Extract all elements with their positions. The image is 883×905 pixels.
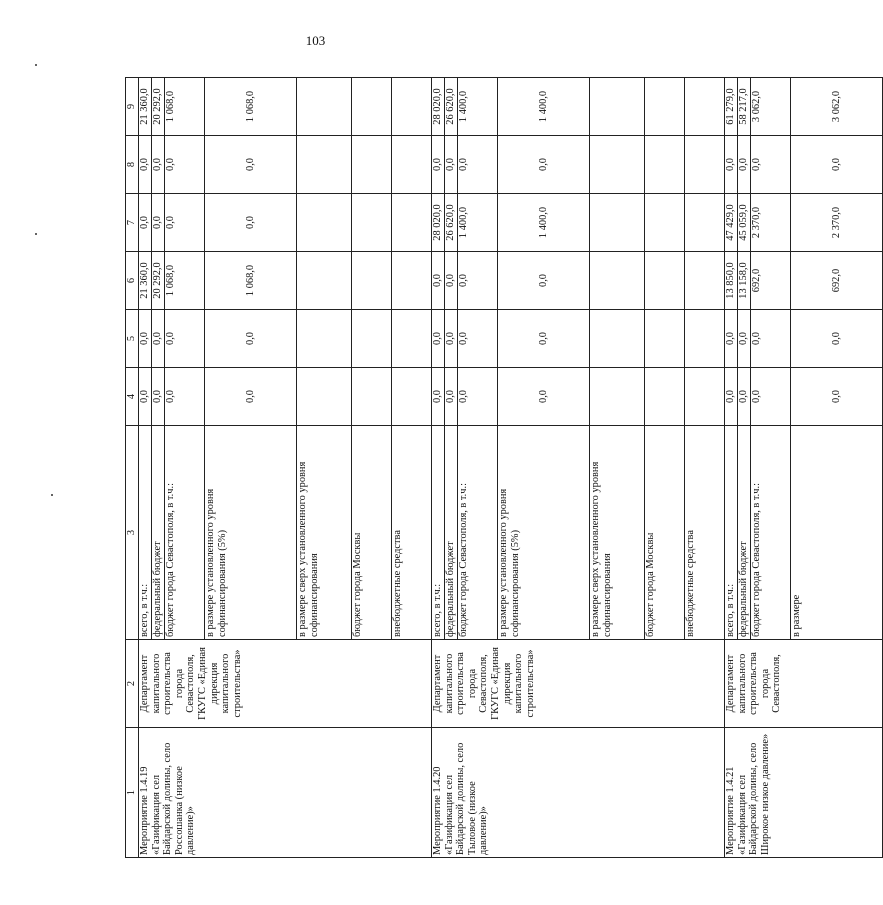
funding-source-cell: бюджет города Москвы bbox=[645, 426, 685, 640]
value-cell bbox=[352, 310, 392, 368]
value-cell: 13 158,0 bbox=[738, 252, 751, 310]
value-cell bbox=[392, 310, 432, 368]
value-cell: 0,0 bbox=[791, 310, 883, 368]
value-cell bbox=[590, 310, 645, 368]
value-cell: 0,0 bbox=[445, 252, 458, 310]
value-cell: 0,0 bbox=[165, 136, 205, 194]
funding-source-cell: внебюджетные средства bbox=[392, 426, 432, 640]
value-cell: 0,0 bbox=[725, 310, 738, 368]
value-cell: 1 400,0 bbox=[458, 194, 498, 252]
value-cell bbox=[645, 368, 685, 426]
scan-speck bbox=[35, 64, 37, 66]
value-cell: 0,0 bbox=[791, 136, 883, 194]
value-cell bbox=[392, 194, 432, 252]
value-cell bbox=[297, 252, 352, 310]
value-cell bbox=[392, 78, 432, 136]
budget-table bbox=[125, 77, 883, 858]
value-cell bbox=[392, 252, 432, 310]
value-cell: 47 429,0 bbox=[725, 194, 738, 252]
value-cell bbox=[685, 78, 725, 136]
value-cell: 0,0 bbox=[152, 194, 165, 252]
value-cell: 0,0 bbox=[432, 310, 445, 368]
value-cell: 0,0 bbox=[205, 368, 297, 426]
funding-source-cell: в размере установленного уровня софинансирования (5%) bbox=[498, 426, 590, 640]
table-row bbox=[139, 78, 152, 858]
funding-source-cell: в размере сверх установленного уровня софинансирования bbox=[590, 426, 645, 640]
value-cell: 1 068,0 bbox=[165, 78, 205, 136]
value-cell: 0,0 bbox=[152, 136, 165, 194]
event-name-cell: Мероприятие 1.4.21 «Газификация сел Байдарской долины, село Широкое низкое давление» bbox=[725, 728, 883, 858]
value-cell: 0,0 bbox=[458, 310, 498, 368]
value-cell: 28 020,0 bbox=[432, 194, 445, 252]
value-cell: 0,0 bbox=[458, 252, 498, 310]
funding-source-cell: федеральный бюджет bbox=[445, 426, 458, 640]
value-cell: 0,0 bbox=[445, 310, 458, 368]
value-cell: 0,0 bbox=[432, 368, 445, 426]
value-cell: 0,0 bbox=[165, 194, 205, 252]
value-cell: 1 068,0 bbox=[205, 252, 297, 310]
funding-source-cell: всего, в т.ч.: bbox=[139, 426, 152, 640]
column-header: 7 bbox=[126, 194, 139, 252]
value-cell: 61 279,0 bbox=[725, 78, 738, 136]
value-cell: 692,0 bbox=[751, 252, 791, 310]
value-cell: 0,0 bbox=[139, 368, 152, 426]
column-header: 9 bbox=[126, 78, 139, 136]
column-header: 2 bbox=[126, 640, 139, 728]
event-name-cell: Мероприятие 1.4.20 «Газификация сел Байдарской долины, село Тыловое (низкое давление)» bbox=[432, 728, 725, 858]
value-cell bbox=[352, 78, 392, 136]
page-number: 103 bbox=[305, 33, 326, 48]
value-cell bbox=[590, 368, 645, 426]
value-cell bbox=[297, 136, 352, 194]
value-cell: 1 068,0 bbox=[165, 252, 205, 310]
value-cell bbox=[685, 368, 725, 426]
value-cell: 0,0 bbox=[205, 310, 297, 368]
event-name-cell: Мероприятие 1.4.19 «Газификация сел Байдарской долины, село Россошанка (низкое давление)» bbox=[139, 728, 432, 858]
value-cell: 0,0 bbox=[498, 136, 590, 194]
scan-speck bbox=[35, 233, 37, 235]
value-cell bbox=[590, 194, 645, 252]
value-cell: 21 360,0 bbox=[139, 78, 152, 136]
value-cell: 0,0 bbox=[725, 368, 738, 426]
funding-source-cell: бюджет города Москвы bbox=[352, 426, 392, 640]
column-header: 8 bbox=[126, 136, 139, 194]
value-cell: 0,0 bbox=[751, 136, 791, 194]
value-cell: 1 400,0 bbox=[498, 78, 590, 136]
funding-source-cell: бюджет города Севастополя, в т.ч.: bbox=[165, 426, 205, 640]
value-cell bbox=[297, 78, 352, 136]
value-cell bbox=[297, 194, 352, 252]
funding-source-cell: внебюджетные средства bbox=[685, 426, 725, 640]
value-cell bbox=[645, 136, 685, 194]
value-cell: 0,0 bbox=[139, 136, 152, 194]
value-cell bbox=[645, 78, 685, 136]
value-cell: 0,0 bbox=[445, 136, 458, 194]
value-cell: 1 068,0 bbox=[205, 78, 297, 136]
value-cell bbox=[590, 136, 645, 194]
column-header: 1 bbox=[126, 728, 139, 858]
scan-speck bbox=[51, 494, 53, 496]
column-header: 4 bbox=[126, 368, 139, 426]
value-cell bbox=[645, 194, 685, 252]
value-cell: 0,0 bbox=[205, 136, 297, 194]
executor-cell: Департамент капитального строительства города Севастополя, ГКУГС «Единая дирекция капитального строительства» bbox=[432, 640, 725, 728]
column-header: 3 bbox=[126, 426, 139, 640]
value-cell: 2 370,0 bbox=[751, 194, 791, 252]
value-cell: 13 850,0 bbox=[725, 252, 738, 310]
value-cell bbox=[645, 252, 685, 310]
funding-source-cell: федеральный бюджет bbox=[738, 426, 751, 640]
rotated-table-wrapper bbox=[125, 78, 842, 858]
value-cell: 0,0 bbox=[751, 368, 791, 426]
value-cell: 0,0 bbox=[205, 194, 297, 252]
value-cell: 0,0 bbox=[139, 310, 152, 368]
value-cell: 1 400,0 bbox=[498, 194, 590, 252]
value-cell bbox=[352, 136, 392, 194]
value-cell: 0,0 bbox=[738, 136, 751, 194]
value-cell: 692,0 bbox=[791, 252, 883, 310]
value-cell: 0,0 bbox=[432, 136, 445, 194]
value-cell: 0,0 bbox=[725, 136, 738, 194]
header-row bbox=[126, 78, 139, 858]
value-cell bbox=[685, 136, 725, 194]
value-cell bbox=[685, 194, 725, 252]
value-cell: 20 292,0 bbox=[152, 78, 165, 136]
value-cell: 0,0 bbox=[165, 310, 205, 368]
funding-source-cell: в размере сверх установленного уровня софинансирования bbox=[297, 426, 352, 640]
value-cell: 0,0 bbox=[458, 136, 498, 194]
value-cell: 0,0 bbox=[445, 368, 458, 426]
value-cell: 0,0 bbox=[165, 368, 205, 426]
value-cell: 0,0 bbox=[152, 368, 165, 426]
value-cell bbox=[590, 78, 645, 136]
value-cell: 1 400,0 bbox=[458, 78, 498, 136]
value-cell bbox=[297, 368, 352, 426]
executor-cell: Департамент капитального строительства города Севастополя, bbox=[725, 640, 883, 728]
value-cell: 3 062,0 bbox=[751, 78, 791, 136]
value-cell: 0,0 bbox=[152, 310, 165, 368]
value-cell: 2 370,0 bbox=[791, 194, 883, 252]
column-header: 6 bbox=[126, 252, 139, 310]
value-cell bbox=[392, 368, 432, 426]
value-cell: 3 062,0 bbox=[791, 78, 883, 136]
value-cell: 0,0 bbox=[498, 310, 590, 368]
value-cell bbox=[352, 194, 392, 252]
value-cell bbox=[590, 252, 645, 310]
value-cell: 0,0 bbox=[498, 368, 590, 426]
value-cell bbox=[297, 310, 352, 368]
table-body bbox=[139, 78, 883, 858]
value-cell: 28 020,0 bbox=[432, 78, 445, 136]
table-row bbox=[432, 78, 445, 858]
funding-source-cell: в размере установленного уровня софинансирования (5%) bbox=[205, 426, 297, 640]
value-cell: 0,0 bbox=[738, 368, 751, 426]
funding-source-cell: федеральный бюджет bbox=[152, 426, 165, 640]
funding-source-cell: бюджет города Севастополя, в т.ч.: bbox=[458, 426, 498, 640]
value-cell: 0,0 bbox=[432, 252, 445, 310]
funding-source-cell: бюджет города Севастополя, в т.ч.: bbox=[751, 426, 791, 640]
funding-source-cell: всего, в т.ч.: bbox=[725, 426, 738, 640]
value-cell: 0,0 bbox=[498, 252, 590, 310]
value-cell bbox=[685, 252, 725, 310]
table-row bbox=[725, 78, 738, 858]
value-cell: 0,0 bbox=[751, 310, 791, 368]
value-cell: 0,0 bbox=[738, 310, 751, 368]
value-cell: 20 292,0 bbox=[152, 252, 165, 310]
value-cell: 0,0 bbox=[791, 368, 883, 426]
value-cell: 26 620,0 bbox=[445, 78, 458, 136]
value-cell bbox=[352, 252, 392, 310]
value-cell bbox=[352, 368, 392, 426]
column-header: 5 bbox=[126, 310, 139, 368]
value-cell: 45 059,0 bbox=[738, 194, 751, 252]
value-cell bbox=[645, 310, 685, 368]
value-cell: 0,0 bbox=[458, 368, 498, 426]
value-cell: 0,0 bbox=[139, 194, 152, 252]
value-cell: 21 360,0 bbox=[139, 252, 152, 310]
value-cell: 58 217,0 bbox=[738, 78, 751, 136]
value-cell: 26 620,0 bbox=[445, 194, 458, 252]
funding-source-cell: всего, в т.ч.: bbox=[432, 426, 445, 640]
value-cell bbox=[685, 310, 725, 368]
funding-source-cell: в размере bbox=[791, 426, 883, 640]
value-cell bbox=[392, 136, 432, 194]
executor-cell: Департамент капитального строительства города Севастополя, ГКУГС «Единая дирекция капитального строительства» bbox=[139, 640, 432, 728]
